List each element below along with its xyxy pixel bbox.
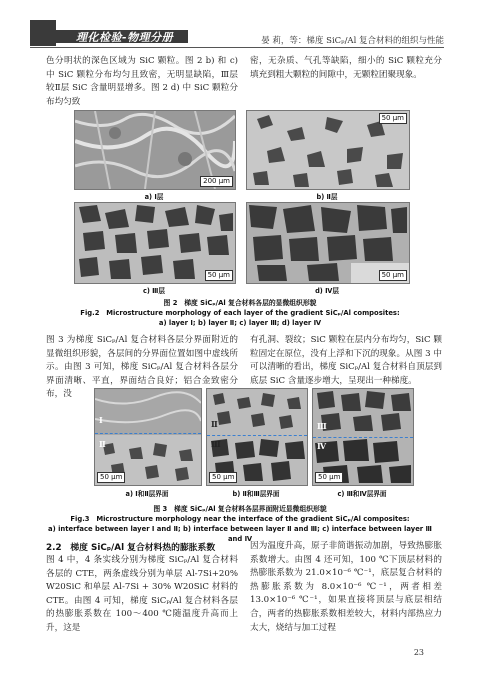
section-paragraph-right: 因为温度升高，原子非简谐振动加剧，导致热膨胀系数增大。由图 4 还可知，100 ℃下顶层材料的热膨胀系数为 21.0×10⁻⁶ ℃⁻¹，底层复合材料的热膨胀系数为 8.0×10⁻⁶ ℃⁻¹，两者相差 13.0×10⁻⁶ ℃⁻¹，如果直接将顶层与底层相结合，两者的热膨胀系数相差较大，材料内部热应力太大，烧结与加工过程	[250, 541, 442, 633]
fig2-panel-d-image	[246, 202, 410, 284]
fig2-panel-b-label: b) Ⅱ层	[316, 193, 338, 201]
fig3-caption	[40, 504, 440, 544]
layer-label-bottom: Ⅲ	[211, 439, 221, 449]
intro-paragraph-right: 密，无杂质、气孔等缺陷，细小的 SiC 颗粒充分填充到粗大颗粒的间隙中，无颗粒团聚现象。	[250, 56, 442, 80]
scale-bar: 50 μm	[315, 472, 343, 483]
layer-label-top: Ⅱ	[211, 419, 218, 429]
fig2-caption	[40, 298, 440, 328]
section-paragraph-left: 图 4 中，4 条实线分别为梯度 SiCₚ/Al 复合材料各层的 CTE，两条虚线分别为单层 Al-7Si+20% W20SiC 和单层 Al-7Si + 30% W20SiC 材料的 CTE。由图 4 可知，梯度 SiCₚ/Al 复合材料各层的热膨胀系数在 100～400 ℃随温度升高而上升，这是	[46, 555, 238, 633]
fig2-panel-c-label: c) Ⅲ层	[142, 287, 166, 295]
interface-line	[207, 435, 307, 436]
running-title: 晏 莉，等：梯度 SiCₚ/Al 复合材料的组织与性能	[261, 36, 444, 46]
fig3-caption-parts: a) interface between layer Ⅰ and Ⅱ; b) interface between layer Ⅱ and Ⅲ; c) interface between layer Ⅲ and Ⅳ	[48, 525, 432, 543]
layer-label-top: Ⅲ	[317, 421, 327, 431]
fig3-panel-b-label: b) Ⅱ和Ⅲ层界面	[232, 490, 280, 498]
fig2-panel-d-label: d) Ⅳ层	[315, 287, 339, 295]
interface-line	[313, 437, 413, 438]
journal-logo	[30, 20, 180, 44]
scale-bar: 50 μm	[205, 270, 233, 281]
page-number: 23	[413, 648, 424, 657]
header-rule	[30, 47, 444, 48]
scale-bar: 50 μm	[97, 472, 125, 483]
mid-paragraph-left: 图 3 为梯度 SiCₚ/Al 复合材料各层分界面附近的显微组织形貌，各层间的分界面位置如图中虚线所示。由图 3 可知，梯度 SiCₚ/Al 复合材料各层分界面清晰、平直，界面结合良好；铝合金致密分布，没	[46, 335, 238, 400]
interface-line	[95, 433, 201, 434]
scale-bar: 50 μm	[379, 270, 407, 281]
layer-label-bottom: Ⅱ	[99, 439, 106, 449]
fig2-panel-a-image	[74, 110, 236, 190]
mid-paragraph-right: 有孔洞、裂纹；SiC 颗粒在层内分布均匀，SiC 颗粒固定在原位，没有上浮和下沉的现象。从图 3 中可以清晰的看出，梯度 SiCₚ/Al 复合材料自顶层到底层 SiC 含量逐步增大，呈现出一种梯度。	[250, 335, 442, 386]
fig2-caption-parts: a) layer Ⅰ; b) layer Ⅱ; c) layer Ⅲ; d) layer Ⅳ	[158, 319, 322, 327]
fig2-panel-b-image	[246, 110, 410, 190]
layer-label-top: Ⅰ	[99, 415, 103, 425]
fig2-panel-a-label: a) Ⅰ层	[144, 193, 164, 201]
fig3-panel-a-image	[94, 388, 202, 486]
fig3-caption-cn: 图 3 梯度 SiCₚ/Al 复合材料各层界面附近显微组织形貌	[153, 505, 327, 513]
fig2-panel-c-image	[74, 202, 236, 284]
fig3-panel-c-label: c) Ⅲ和Ⅳ层界面	[337, 490, 387, 498]
fig3-panel-b-image	[206, 388, 308, 486]
intro-paragraph-left: 色分明状的深色区域为 SiC 颗粒。图 2 b) 和 c) 中 SiC 颗粒分布均匀且致密，无明显缺陷，Ⅲ层较Ⅱ层 SiC 含量明显增多。图 2 d) 中 SiC 颗粒分布均匀致	[46, 56, 238, 107]
fig3-caption-en: Fig.3 Microstructure morphology near the interface of the gradient SiCₚ/Al composites:	[70, 515, 410, 523]
fig2-caption-en: Fig.2 Microstructure morphology of each layer of the gradient SiCₚ/Al composites:	[80, 309, 400, 317]
scale-bar: 50 μm	[379, 113, 407, 124]
scale-bar: 50 μm	[209, 472, 237, 483]
layer-label-bottom: Ⅳ	[317, 441, 327, 451]
fig2-caption-cn: 图 2 梯度 SiCₚ/Al 复合材料各层的显微组织形貌	[163, 299, 317, 307]
fig3-panel-c-image	[312, 388, 414, 486]
section-title: 2.2 梯度 SiCₚ/Al 复合材料热的膨胀系数	[46, 543, 216, 553]
journal-name: 理化检验-物理分册	[76, 31, 174, 44]
fig3-panel-a-label: a) Ⅰ和Ⅱ层界面	[125, 490, 169, 498]
scale-bar: 200 μm	[200, 176, 233, 187]
